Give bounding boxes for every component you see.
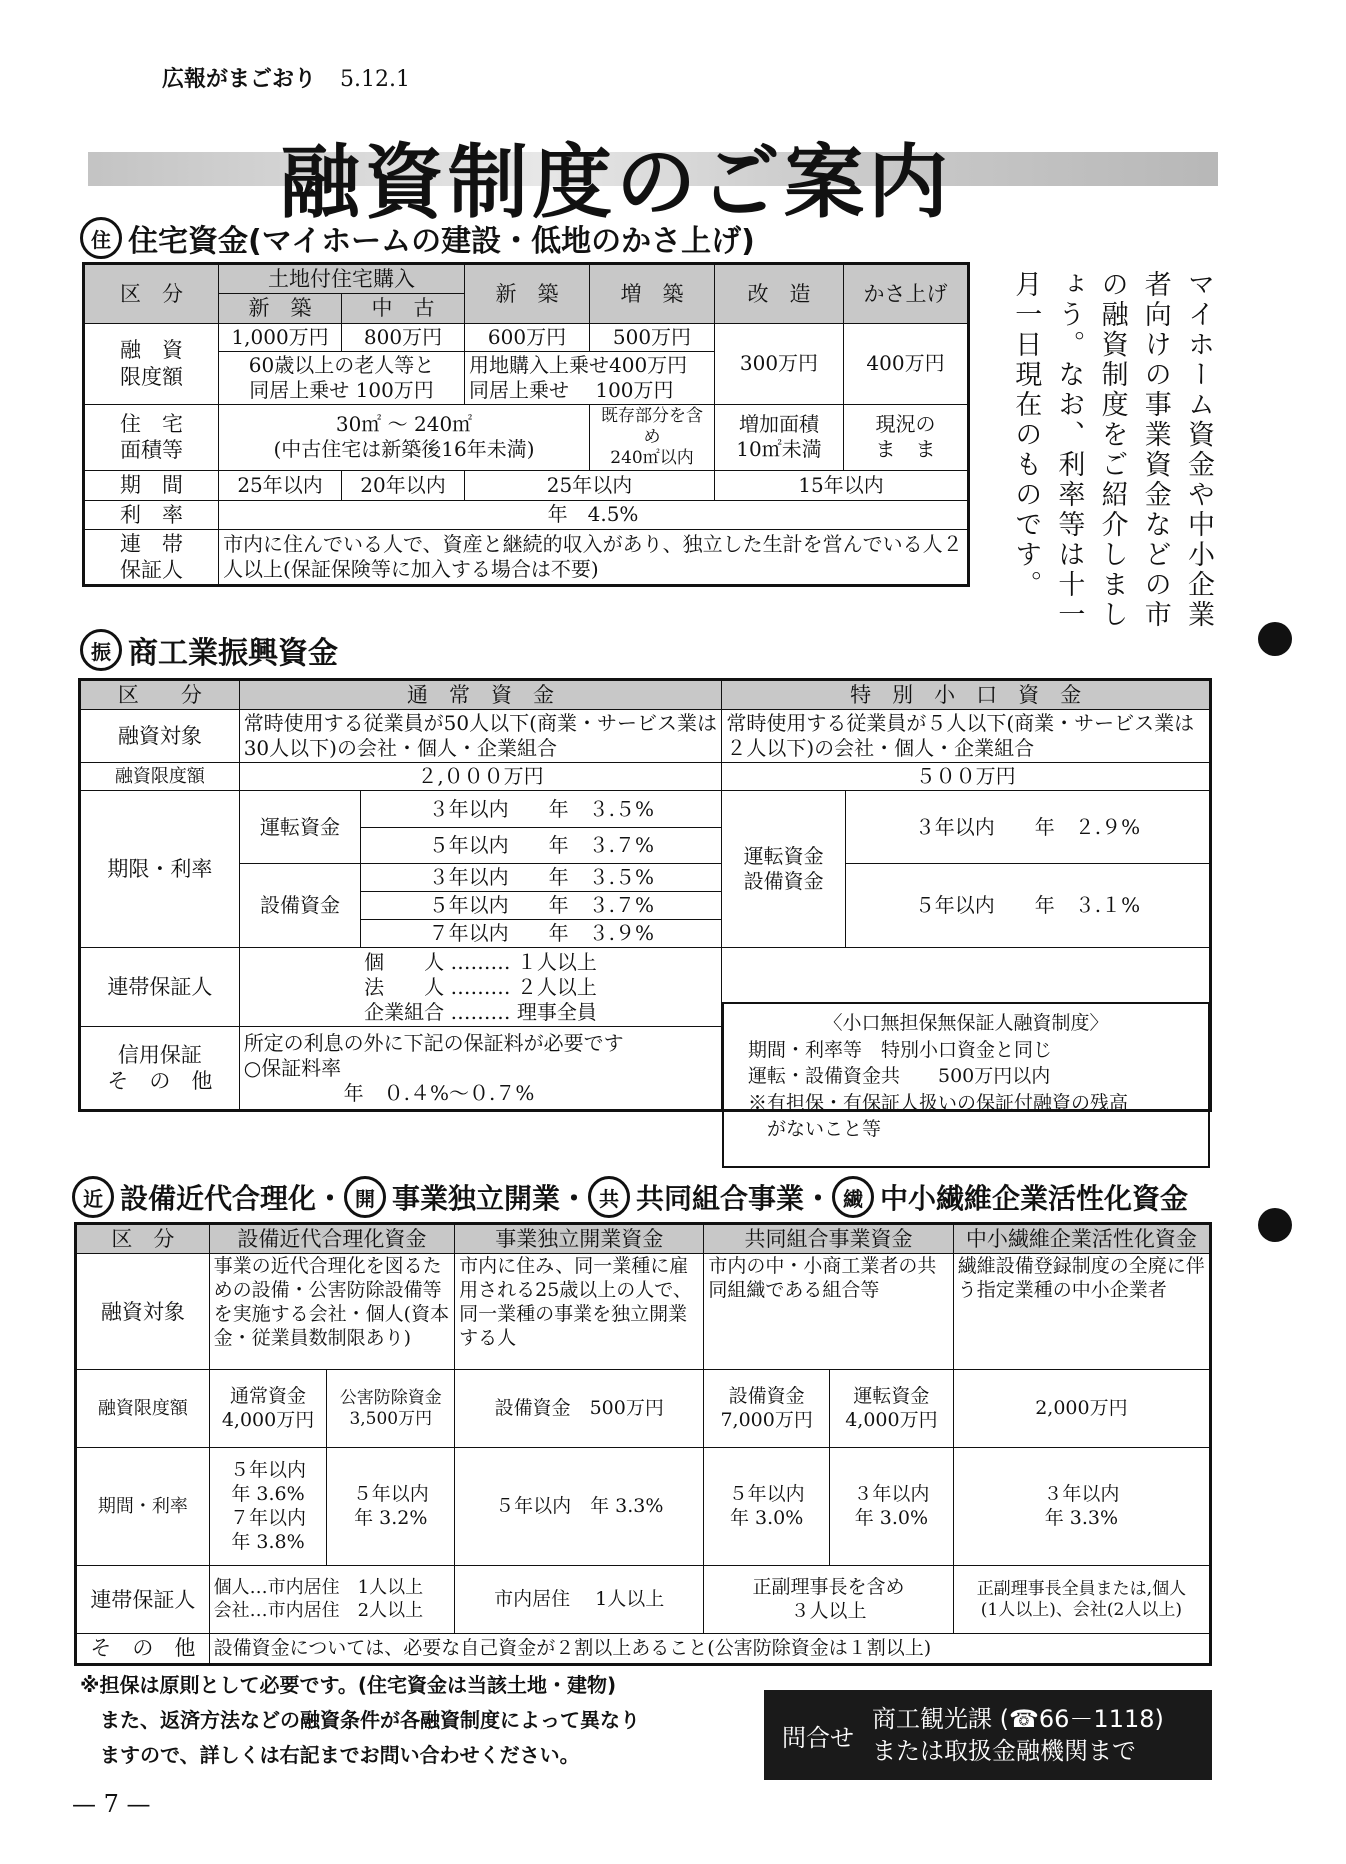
commerce-special-kind: 運転資金 設備資金 bbox=[722, 791, 846, 948]
commerce-guarantor: 個 人 ……… １人以上 法 人 ……… ２人以上 企業組合 ……… 理事全員 bbox=[239, 948, 722, 1027]
commerce-header-special: 特 別 小 口 資 金 bbox=[722, 680, 1211, 710]
commerce-target-normal: 常時使用する従業員が50人以下(商業・サービス業は30人以下)の会社・個人・企業組合 bbox=[239, 710, 722, 763]
commerce-working-rate: ５年以内 年 ３.７% bbox=[361, 827, 722, 864]
contact-box bbox=[764, 1690, 1212, 1780]
modern-guarantor-a: 個人…市内居住 1人以上 会社…市内居住 2人以上 bbox=[209, 1566, 454, 1634]
commerce-limit-label: 融資限度額 bbox=[80, 763, 240, 791]
modern-term-label: 期間・利率 bbox=[76, 1448, 210, 1566]
housing-limit-kaizou: 300万円 bbox=[714, 323, 843, 404]
modern-circle-icon: 近 bbox=[72, 1176, 114, 1218]
modern-title-part: 事業独立開業・ bbox=[392, 1182, 589, 1215]
contact-label: 問合せ bbox=[782, 1723, 854, 1752]
modern-term-d: ３年以内 年 3.3% bbox=[953, 1448, 1210, 1566]
commerce-header-kubun: 区 分 bbox=[80, 680, 240, 710]
commerce-title: 商工業振興資金 bbox=[128, 636, 338, 671]
modern-title-part: 共同組合事業・ bbox=[636, 1182, 833, 1215]
housing-header-shinchiku: 新 築 bbox=[465, 264, 590, 324]
housing-header-kasaage: かさ上げ bbox=[843, 264, 968, 324]
housing-limit-zouchiku: 500万円 bbox=[589, 323, 714, 351]
commerce-equipment-rate: ７年以内 年 ３.９% bbox=[361, 920, 722, 948]
housing-limit-kasaage: 400万円 bbox=[843, 323, 968, 404]
housing-area-label: 住 宅 面積等 bbox=[84, 404, 219, 471]
modern-target-d: 繊維設備登録制度の全廃に伴う指定業種の中小企業者 bbox=[953, 1254, 1210, 1370]
housing-header-new: 新 築 bbox=[219, 294, 342, 323]
modern-target-a: 事業の近代合理化を図るための設備・公害防除設備等を実施する会社・個人(資本金・従業員数制限あり) bbox=[209, 1254, 454, 1370]
kaigyo-circle-icon: 開 bbox=[344, 1176, 386, 1218]
housing-title: 住宅資金(マイホームの建設・低地のかさ上げ) bbox=[128, 224, 755, 259]
commerce-special-rate: ３年以内 年 ２.９% bbox=[846, 791, 1211, 864]
commerce-equipment-rate: ５年以内 年 ３.７% bbox=[361, 892, 722, 920]
modern-header-a: 設備近代合理化資金 bbox=[209, 1224, 454, 1254]
commerce-limit-normal: ２,０００万円 bbox=[239, 763, 722, 791]
commerce-circle-icon: 振 bbox=[80, 629, 122, 671]
page-number: — 7 — bbox=[72, 1790, 151, 1818]
housing-limit-land: 用地購入上乗せ400万円 同居上乗せ 100万円 bbox=[465, 351, 715, 404]
footnote: ※担保は原則として必要です。(住宅資金は当該土地・建物) また、返済方法などの融資条件が各融資制度によって異なり ますので、詳しくは右記までお問い合わせください。 bbox=[80, 1673, 640, 1767]
housing-guarantor: 市内に住んでいる人で、資産と継続的収入があり、独立した生計を営んでいる人２人以上(保証保険等に加入する場合は不要) bbox=[219, 529, 969, 586]
modern-table bbox=[74, 1222, 1212, 1666]
housing-area-kasaage: 現況の ま ま bbox=[843, 404, 968, 471]
commerce-working-rate: ３年以内 年 ３.５% bbox=[361, 791, 722, 828]
modern-section-title bbox=[72, 1176, 1188, 1218]
housing-term-used: 20年以内 bbox=[342, 471, 465, 500]
modern-limit-c1: 設備資金 7,000万円 bbox=[704, 1370, 830, 1448]
modern-other-label: そ の 他 bbox=[76, 1634, 210, 1664]
modern-guarantor-b: 市内居住 1人以上 bbox=[455, 1566, 704, 1634]
housing-area-kaizou: 増加面積 10㎡未満 bbox=[714, 404, 843, 471]
commerce-credit-label: 信用保証 そ の 他 bbox=[80, 1027, 240, 1111]
modern-header-b: 事業独立開業資金 bbox=[455, 1224, 704, 1254]
modern-title-part: 中小繊維企業活性化資金 bbox=[880, 1182, 1189, 1215]
header-publication bbox=[162, 62, 410, 93]
housing-area-main: 30㎡ ～ 240㎡ (中古住宅は新築後16年未満) bbox=[219, 404, 590, 471]
modern-header-c: 共同組合事業資金 bbox=[704, 1224, 953, 1254]
commerce-target-label: 融資対象 bbox=[80, 710, 240, 763]
modern-limit-c2: 運転資金 4,000万円 bbox=[830, 1370, 954, 1448]
modern-header-kubun: 区 分 bbox=[76, 1224, 210, 1254]
housing-section-title bbox=[80, 216, 755, 260]
modern-title-part: 設備近代合理化・ bbox=[120, 1182, 345, 1215]
housing-rate-label: 利 率 bbox=[84, 500, 219, 529]
modern-term-c1: ５年以内 年 3.0% bbox=[704, 1448, 830, 1566]
modern-header-d: 中小繊維企業活性化資金 bbox=[953, 1224, 1210, 1254]
commerce-limit-special: ５００万円 bbox=[722, 763, 1211, 791]
housing-term-right: 15年以内 bbox=[714, 471, 968, 500]
housing-guarantor-label: 連 帯 保証人 bbox=[84, 529, 219, 586]
housing-header-kubun: 区 分 bbox=[84, 264, 219, 324]
modern-guarantor-label: 連帯保証人 bbox=[76, 1566, 210, 1634]
housing-limit-used: 800万円 bbox=[342, 323, 465, 351]
commerce-special-rate: ５年以内 年 ３.１% bbox=[846, 864, 1211, 948]
modern-limit-a1: 通常資金 4,000万円 bbox=[209, 1370, 327, 1448]
housing-header-zouchiku: 増 築 bbox=[589, 264, 714, 324]
housing-limit-shinchiku: 600万円 bbox=[465, 323, 590, 351]
commerce-equipment-label: 設備資金 bbox=[239, 864, 361, 948]
modern-limit-b: 設備資金 500万円 bbox=[455, 1370, 704, 1448]
modern-other: 設備資金については、必要な自己資金が２割以上あること(公害防除資金は１割以上) bbox=[209, 1634, 1210, 1664]
housing-term-mid: 25年以内 bbox=[465, 471, 715, 500]
commerce-working-label: 運転資金 bbox=[239, 791, 361, 864]
housing-header-kaizou: 改 造 bbox=[714, 264, 843, 324]
housing-header-land: 土地付住宅購入 bbox=[219, 264, 465, 294]
modern-guarantor-d: 正副理事長全員または,個人 (1人以上)、会社(2人以上) bbox=[953, 1566, 1210, 1634]
housing-limit-elder: 60歳以上の老人等と 同居上乗せ 100万円 bbox=[219, 351, 465, 404]
modern-target-c: 市内の中・小商工業者の共同組織である組合等 bbox=[704, 1254, 953, 1370]
commerce-target-special: 常時使用する従業員が５人以下(商業・サービス業は２人以下)の会社・個人・企業組合 bbox=[722, 710, 1211, 763]
modern-guarantor-c: 正副理事長を含め ３人以上 bbox=[704, 1566, 953, 1634]
contact-text: 商工観光課 (☎66－1118) または取扱金融機関まで bbox=[872, 1704, 1164, 1765]
commerce-term-label: 期限・利率 bbox=[80, 791, 240, 948]
bullet-dot bbox=[1258, 1208, 1292, 1242]
commerce-credit: 所定の利息の外に下記の保証料が必要です ○保証料率 年 ０.４%～０.７% bbox=[239, 1027, 722, 1111]
page-title: 融資制度のご案内 bbox=[280, 136, 952, 229]
modern-term-c2: ３年以内 年 3.0% bbox=[830, 1448, 954, 1566]
commerce-section-title bbox=[80, 628, 338, 672]
modern-limit-label: 融資限度額 bbox=[76, 1370, 210, 1448]
modern-term-a1: ５年以内 年 3.6% ７年以内 年 3.8% bbox=[209, 1448, 327, 1566]
small-loan-body: 期間・利率等 特別小口資金と同じ 運転・設備資金共 500万円以内 ※有担保・有保証人扱いの保証付融資の残高 がないこと等 bbox=[748, 1038, 1129, 1141]
modern-term-a2: ５年以内 年 3.2% bbox=[327, 1448, 455, 1566]
modern-limit-a2: 公害防除資金 3,500万円 bbox=[327, 1370, 455, 1448]
modern-limit-d: 2,000万円 bbox=[953, 1370, 1210, 1448]
kyodo-circle-icon: 共 bbox=[588, 1176, 630, 1218]
housing-circle-icon: 住 bbox=[80, 217, 122, 259]
small-loan-box bbox=[722, 1002, 1210, 1168]
publication-date: 5.12.1 bbox=[340, 67, 410, 92]
commerce-header-normal: 通 常 資 金 bbox=[239, 680, 722, 710]
intro-text: マイホーム資金や中小企業者向けの事業資金などの市の融資制度をご紹介しましょう。なお、利率等は十一月一日現在のものです。 bbox=[1010, 270, 1214, 630]
modern-target-label: 融資対象 bbox=[76, 1254, 210, 1370]
modern-target-b: 市内に住み、同一業種に雇用される25歳以上の人で、同一業種の事業を独立開業する人 bbox=[455, 1254, 704, 1370]
seni-circle-icon: 繊 bbox=[832, 1176, 874, 1218]
housing-table bbox=[82, 262, 970, 587]
housing-header-used: 中 古 bbox=[342, 294, 465, 323]
housing-term-label: 期 間 bbox=[84, 471, 219, 500]
modern-term-b: ５年以内 年 3.3% bbox=[455, 1448, 704, 1566]
housing-limit-new: 1,000万円 bbox=[219, 323, 342, 351]
housing-area-zouchiku: 既存部分を含め 240㎡以内 bbox=[589, 404, 714, 471]
publication-name: 広報がまごおり bbox=[162, 67, 317, 92]
housing-term-new: 25年以内 bbox=[219, 471, 342, 500]
small-loan-title: 〈小口無担保無保証人融資制度〉 bbox=[823, 1012, 1109, 1034]
housing-rate: 年 4.5% bbox=[219, 500, 969, 529]
commerce-equipment-rate: ３年以内 年 ３.５% bbox=[361, 864, 722, 892]
commerce-guarantor-label: 連帯保証人 bbox=[80, 948, 240, 1027]
bullet-dot bbox=[1258, 622, 1292, 656]
housing-limit-label: 融 資 限度額 bbox=[84, 323, 219, 404]
